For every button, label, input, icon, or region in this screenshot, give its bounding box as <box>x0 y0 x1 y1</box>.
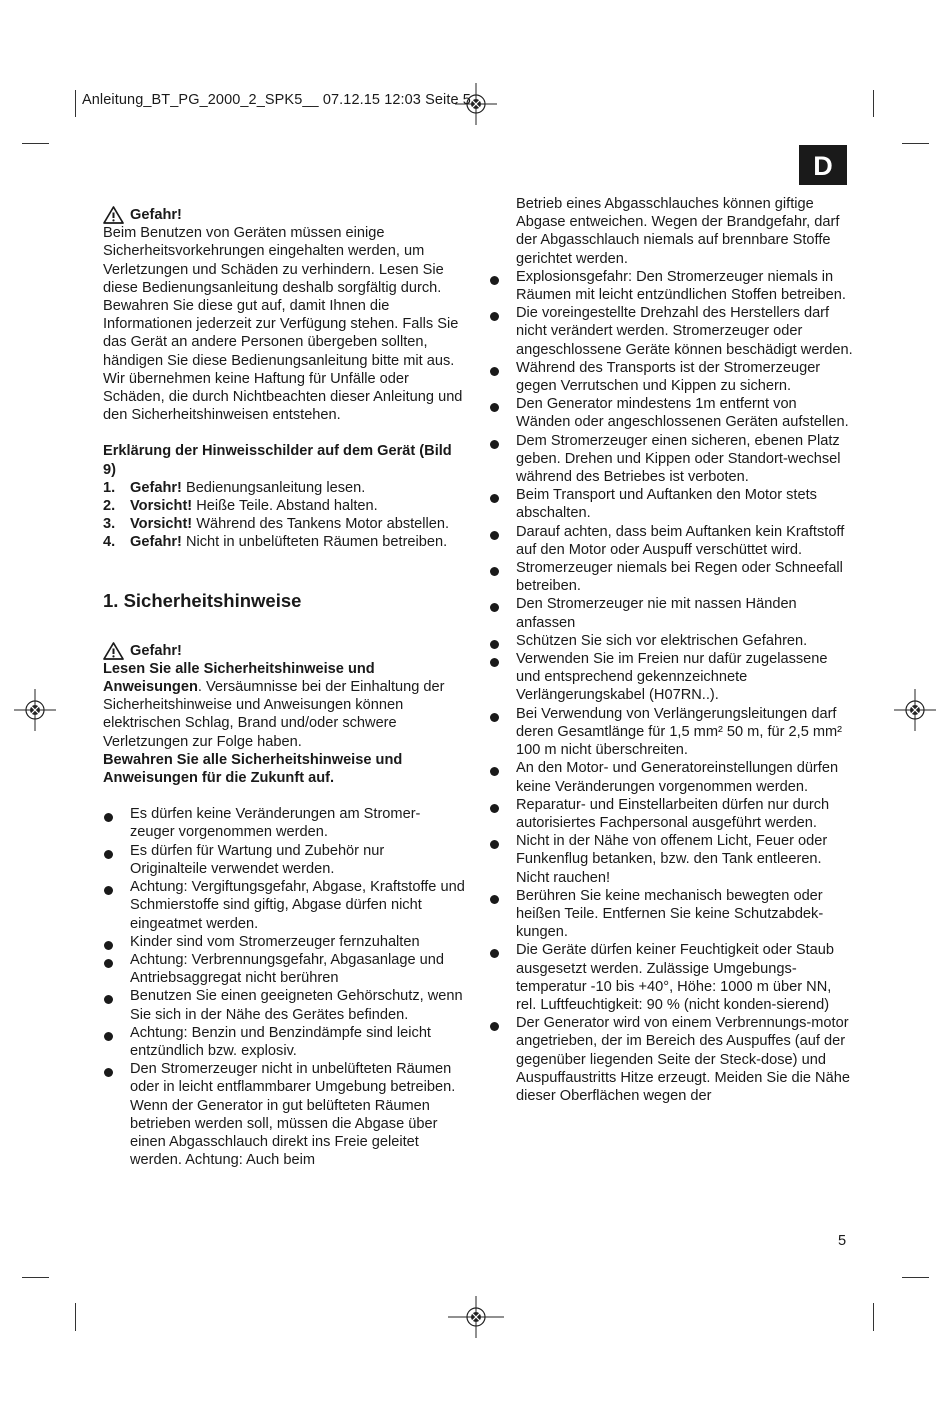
crop-mark <box>902 143 929 144</box>
safety-paragraph: Lesen Sie alle Sicherheitshinweise und Anweisungen. Versäumnisse bei der Einhaltung der Sicherheitshinweise und Anweisungen können elektrischen Schlag, Brand und/oder schwere Verletzungen zur Folge haben. <box>103 660 445 750</box>
list-item: Es dürfen keine Veränderungen am Stromer-zeuger vorgenommen werden. <box>103 805 465 841</box>
list-item: Achtung: Vergiftungsgefahr, Abgase, Kraftstoffe und Schmierstoffe sind giftig, Abgase dürfen nicht eingeatmet werden. <box>103 878 465 933</box>
warning-heading <box>103 642 465 660</box>
list-item: Den Stromerzeuger nicht in unbelüfteten Räumen oder in leicht entflammbarer Umgebung betreiben. Wenn der Generator in gut belüfteten Räumen betrieben werden soll, müssen die Abgase über einen Abgasschlauch direkt ins Freie geleitet werden. Achtung: Auch beim <box>103 1060 465 1169</box>
print-slug: Anleitung_BT_PG_2000_2_SPK5__ 07.12.15 12:03 Seite 5 <box>82 92 471 108</box>
list-item: 3. Vorsicht! Während des Tankens Motor abstellen. <box>103 516 450 533</box>
right-column <box>489 195 854 1105</box>
list-item: Reparatur- und Einstellarbeiten dürfen nur durch autorisiertes Fachpersonal ausgeführt werden. <box>489 796 854 832</box>
list-item: Benutzen Sie einen geeigneten Gehörschutz, wenn Sie sich in der Nähe des Gerätes befinden. <box>103 987 465 1023</box>
list-item: Den Generator mindestens 1m entfernt von Wänden oder angeschlossenen Geräten aufstellen. <box>489 395 854 431</box>
intro-paragraph: Beim Benutzen von Geräten müssen einige Sicherheitsvorkehrungen eingehalten werden, um Verletzungen und Schäden zu verhindern. Lesen Sie diese Bedienungsanleitung deshalb sorgfältig durch. Bewahren Sie diese gut auf, damit Ihnen die Informationen jederzeit zur Verfügung stehen. Falls Sie das Gerät an andere Personen übergeben sollten, händigen Sie diese Bedienungsanleitung bitte mit aus. Wir übernehmen keine Haftung für Unfälle oder Schäden, die durch Nichtbeachten dieser Anleitung und den Sicherheitshinweisen entstehen. <box>103 225 463 424</box>
list-item: Stromerzeuger niemals bei Regen oder Schneefall betreiben. <box>489 559 854 595</box>
list-item: Schützen Sie sich vor elektrischen Gefahren. <box>489 632 854 650</box>
registration-mark-icon <box>448 1296 504 1338</box>
list-item: Der Generator wird von einem Verbrennungs-motor angetrieben, der im Bereich des Auspuffes (auf der gegenüber liegenden Seite der Steck-dose) und Auspuffaustritts Hitze erzeugt. Meiden Sie die Nähe dieser Oberflächen wegen der <box>489 1014 854 1105</box>
list-item: 2. Vorsicht! Heiße Teile. Abstand halten. <box>103 498 378 515</box>
list-item: Achtung: Benzin und Benzindämpfe sind leicht entzündlich bzw. explosiv. <box>103 1024 465 1060</box>
safety-keep-note: Bewahren Sie alle Sicherheitshinweise und Anweisungen für die Zukunft auf. <box>103 751 403 787</box>
list-item: 4. Gefahr! Nicht in unbelüfteten Räumen betreiben. <box>103 534 448 551</box>
list-item: Beim Transport und Auftanken den Motor stets abschalten. <box>489 486 854 522</box>
continuation-paragraph: Betrieb eines Abgasschlauches können giftige Abgase entweichen. Wegen der Brandgefahr, darf der Abgasschlauch niemals auf brennbare Stoffe gerichtet werden. <box>516 196 840 267</box>
list-item: Kinder sind vom Stromerzeuger fernzuhalten <box>103 933 465 951</box>
list-item: Nicht in der Nähe von offenem Licht, Feuer oder Funkenflug betanken, bzw. den Tank entleeren. Nicht rauchen! <box>489 832 854 887</box>
list-item: Darauf achten, dass beim Auftanken kein Kraftstoff auf den Motor oder Auspuff verschüttet wird. <box>489 523 854 559</box>
list-item: 1. Gefahr! Bedienungsanleitung lesen. <box>103 479 366 496</box>
crop-mark <box>902 1277 929 1278</box>
warning-title: Gefahr! <box>130 207 182 223</box>
crop-mark <box>22 143 49 144</box>
list-item: Bei Verwendung von Verlängerungsleitungen darf deren Gesamtlänge für 1,5 mm² 50 m, für 2,5 mm² 100 m nicht überschreiten. <box>489 705 854 760</box>
list-item: Den Stromerzeuger nie mit nassen Händen anfassen <box>489 595 854 631</box>
signs-heading: Erklärung der Hinweisschilder auf dem Gerät (Bild 9) <box>103 443 452 478</box>
crop-mark <box>873 90 874 117</box>
list-item: Explosionsgefahr: Den Stromerzeuger niemals in Räumen mit leicht entzündlichen Stoffen betreiben. <box>489 268 854 304</box>
list-item: Während des Transports ist der Stromerzeuger gegen Verrutschen und Kippen zu sichern. <box>489 359 854 395</box>
registration-mark-icon <box>14 689 56 731</box>
safety-bullet-list <box>103 805 465 1169</box>
crop-mark <box>22 1277 49 1278</box>
warning-triangle-icon <box>103 642 124 660</box>
safety-bullet-list <box>489 268 854 1105</box>
signs-list <box>103 479 465 552</box>
list-item: Achtung: Verbrennungsgefahr, Abgasanlage und Antriebsaggregat nicht berühren <box>103 951 465 987</box>
section-title: 1. Sicherheitshinweise <box>103 589 302 611</box>
list-item: Verwenden Sie im Freien nur dafür zugelassene und entsprechend gekennzeichnete Verlängerungskabel (H07RN..). <box>489 650 854 705</box>
list-item: An den Motor- und Generatoreinstellungen dürfen keine Veränderungen vorgenommen werden. <box>489 759 854 795</box>
warning-heading <box>103 206 465 224</box>
warning-triangle-icon <box>103 206 124 224</box>
list-item: Es dürfen für Wartung und Zubehör nur Originalteile verwendet werden. <box>103 842 465 878</box>
page-number: 5 <box>838 1233 847 1249</box>
warning-title: Gefahr! <box>130 642 182 659</box>
crop-mark <box>75 90 76 117</box>
crop-mark <box>873 1303 874 1331</box>
registration-mark-icon <box>894 689 936 731</box>
list-item: Dem Stromerzeuger einen sicheren, ebenen Platz geben. Drehen und Kippen oder Standort-wechsel während des Betriebes ist verboten. <box>489 432 854 487</box>
language-badge: D <box>799 145 847 185</box>
list-item: Berühren Sie keine mechanisch bewegten oder heißen Teile. Entfernen Sie keine Schutzabdek-kungen. <box>489 887 854 942</box>
list-item: Die Geräte dürfen keiner Feuchtigkeit oder Staub ausgesetzt werden. Zulässige Umgebungs-temperatur -10 bis +40°, Höhe: 1000 m über NN, rel. Luftfeuchtigkeit: 90 % (nicht konden-sierend) <box>489 941 854 1014</box>
crop-mark <box>75 1303 76 1331</box>
list-item: Die voreingestellte Drehzahl des Herstellers darf nicht verändert werden. Stromerzeuger oder angeschlossene Geräte können beschädigt werden. <box>489 304 854 359</box>
left-column <box>103 206 465 1169</box>
